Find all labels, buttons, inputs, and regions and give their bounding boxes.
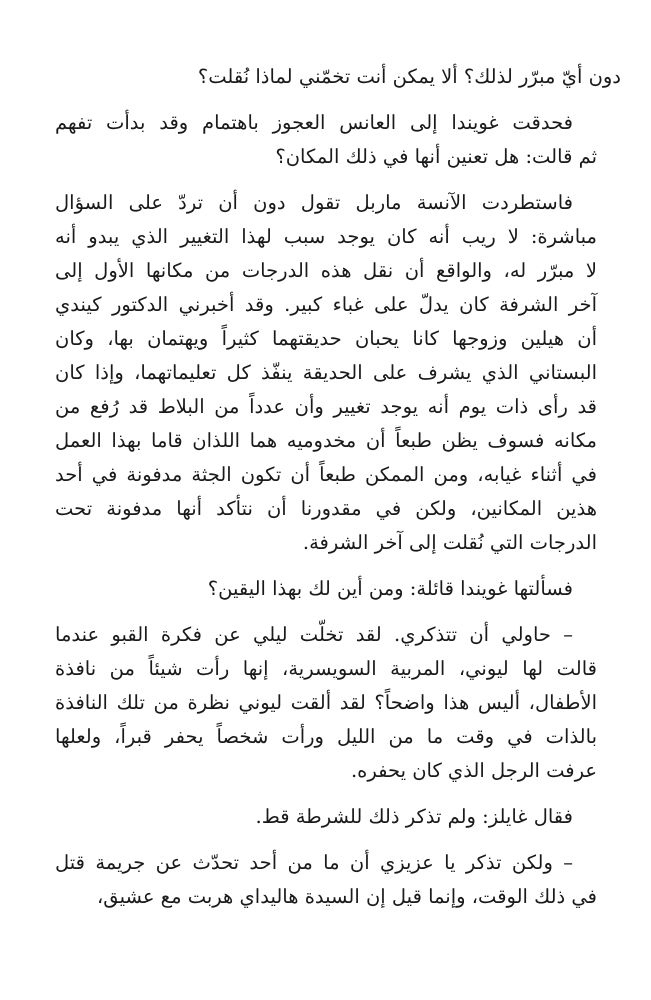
- text-line: آخر الشرفة كان يدلّ على غباء كبير. وقد أخبرني الدكتور كيندي: [55, 293, 597, 316]
- text-line: الأطفال، أليس هذا واضحاً؟ لقد ألقت ليوني نظرة من تلك النافذة: [55, 691, 597, 714]
- text-line: – حاولي أن تتذكري. لقد تخلّت ليلي عن فكرة القبو عندما: [55, 623, 573, 646]
- paragraph: [55, 60, 621, 94]
- text-line: أن هيلين وزوجها كانا يحبان حديقتهما كثيراً ويهتمان بها، وكان: [55, 327, 597, 350]
- paragraph: [55, 800, 621, 834]
- paragraph: [55, 846, 621, 914]
- book-page: [55, 60, 621, 926]
- text-line: دون أيّ مبرّر لذلك؟ ألا يمكن أنت تخمّني لماذا نُقلت؟: [197, 65, 621, 88]
- text-line: عرفت الرجل الذي كان يحفره.: [350, 759, 597, 782]
- text-line: فسألتها غويندا قائلة: ومن أين لك بهذا اليقين؟: [207, 577, 573, 600]
- paragraph: [55, 572, 621, 606]
- text-line: قد رأى ذات يوم أنه يوجد تغيير وأن عدداً من البلاط قد رُفع من: [55, 395, 597, 418]
- text-line: ثم قالت: هل تعنين أنها في ذلك المكان؟: [275, 145, 597, 168]
- paragraph: [55, 618, 621, 788]
- paragraph: [55, 106, 621, 174]
- text-line: قالت لها ليوني، المربية السويسرية، إنها رأت شيئاً من نافذة: [55, 657, 597, 680]
- text-line: فاستطردت الآنسة ماربل تقول دون أن تردّ على السؤال: [55, 191, 573, 214]
- text-line: البستاني الذي يشرف على الحديقة ينفّذ كل تعليماتهما، وإذا كان: [55, 361, 597, 384]
- text-line: في أثناء غيابه، ومن الممكن طبعاً أن تكون الجثة مدفونة في أحد: [55, 463, 597, 486]
- text-line: مباشرة: لا ريب أنه كان يوجد سبب لهذا التغيير الذي يبدو أنه: [55, 225, 597, 248]
- text-line: فقال غايلز: ولم تذكر ذلك للشرطة قط.: [255, 805, 573, 828]
- text-line: – ولكن تذكر يا عزيزي أن ما من أحد تحدّث عن جريمة قتل: [55, 851, 573, 874]
- text-line: مكانه فسوف يظن طبعاً أن مخدوميه هما اللذان قاما بهذا العمل: [55, 429, 597, 452]
- paragraph: [55, 186, 621, 560]
- text-line: فحدقت غويندا إلى العانس العجوز باهتمام وقد بدأت تفهم: [55, 111, 573, 134]
- text-line: في ذلك الوقت، وإنما قيل إن السيدة هاليداي هربت مع عشيق،: [97, 885, 597, 908]
- text-line: الدرجات التي نُقلت إلى آخر الشرفة.: [302, 531, 597, 554]
- text-line: هذين المكانين، ولكن في مقدورنا أن نتأكد أنها مدفونة تحت: [55, 497, 597, 520]
- text-line: بالذات في وقت ما من الليل ورأت شخصاً يحفر قبراً، ولعلها: [55, 725, 597, 748]
- text-line: لا مبرّر له، والواقع أن نقل هذه الدرجات من مكانها الأول إلى: [55, 259, 597, 282]
